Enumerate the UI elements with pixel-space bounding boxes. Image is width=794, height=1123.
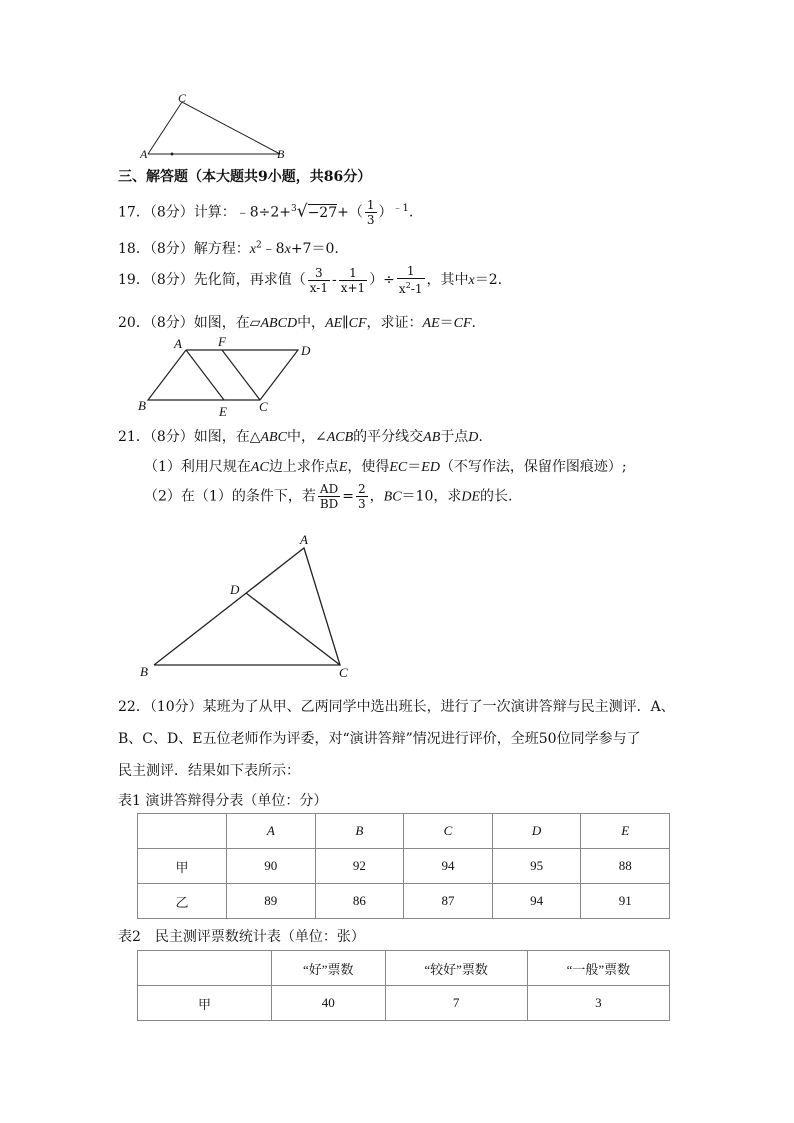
label-b: B — [138, 398, 146, 413]
q21-l3-v2: DE — [461, 489, 481, 505]
table-header-cell: “好”票数 — [272, 951, 386, 986]
table-cell — [138, 814, 227, 849]
q17-radicand: −27 — [307, 204, 338, 221]
question-22-line3: 民主测评．结果如下表所示： — [118, 763, 300, 779]
q17-exp: ﹣1 — [392, 202, 409, 214]
q20-p4: AE — [422, 316, 440, 331]
label-d: D — [301, 343, 311, 358]
question-21 — [118, 426, 483, 446]
q19-minus: - — [331, 272, 337, 288]
q17-prefix: 17．（8分）计算：﹣8÷2+ — [118, 204, 291, 221]
table-cell: 甲 — [138, 986, 272, 1021]
table-header-row — [138, 951, 670, 986]
q21-frac2 — [356, 482, 368, 511]
q19-frac3 — [397, 264, 425, 296]
q21-l3-num: AD — [318, 482, 340, 497]
label-e: E — [219, 404, 227, 419]
q19-f3-num: 1 — [397, 264, 425, 279]
q19-f1-num: 3 — [308, 266, 330, 281]
q21-l2-v1: AC — [250, 460, 269, 475]
q20-prefix: 20．（8分）如图，在▱ — [118, 315, 261, 331]
q20-p2: AE — [325, 316, 343, 331]
q20-t2: ∥ — [342, 315, 349, 331]
question-17 — [118, 198, 413, 227]
table-cell: 91 — [581, 884, 670, 919]
table-row — [138, 849, 670, 884]
q19-f3-den-base: x — [398, 282, 406, 296]
q18-rest2: +7＝0. — [290, 241, 339, 257]
label-c: C — [339, 665, 348, 680]
table-header-cell: “较好”票数 — [385, 951, 527, 986]
table-cell: 86 — [315, 884, 404, 919]
q19-f2-num: 1 — [339, 266, 367, 281]
q18-var: x — [249, 242, 256, 257]
q20-p3: CF — [348, 316, 367, 331]
table-cell: 89 — [227, 884, 316, 919]
parallelogram-figure — [134, 334, 324, 420]
q19-f3-den — [397, 279, 425, 296]
table2-caption: 表2 民主测评票数统计表（单位：张） — [118, 929, 365, 945]
q19-div: ）÷ — [369, 272, 395, 288]
q21-l2-b: 边上求作点 — [268, 459, 339, 475]
table-row — [138, 884, 670, 919]
table-cell: 88 — [581, 849, 670, 884]
label-f: F — [218, 334, 226, 349]
q21-l3-den: BD — [319, 497, 339, 511]
question-18 — [118, 238, 339, 258]
section-title: 三、解答题（本大题共9小题，共86分） — [118, 169, 372, 185]
table-header-row — [138, 814, 670, 849]
q18-sup: 2 — [255, 240, 262, 251]
q21-l3-v1: BC — [383, 489, 402, 505]
q19-frac1 — [308, 266, 330, 295]
q19-f1-den: x-1 — [309, 280, 328, 295]
q21-l1-v3: AB — [423, 430, 441, 445]
q17-fraction — [365, 198, 377, 227]
radical-sign: √ — [296, 201, 308, 222]
question-21-part1 — [144, 456, 627, 476]
q21-l1-b: 中，∠ — [286, 429, 327, 445]
q17-close: ） — [378, 204, 393, 221]
question-21-part2 — [144, 482, 513, 511]
label-b: B — [140, 664, 148, 679]
q21-l3-n2: 2 — [358, 482, 366, 496]
table-cell — [138, 951, 272, 986]
q19-var: x — [468, 273, 475, 288]
q20-t4: ＝ — [439, 315, 454, 331]
table-header-cell: B — [315, 814, 404, 849]
question-19 — [118, 264, 502, 296]
question-20 — [118, 312, 476, 332]
q20-t5: . — [471, 315, 476, 331]
table-header-cell: “一般”票数 — [527, 951, 669, 986]
q21-l3-c: ＝10，求 — [401, 488, 462, 505]
table-cell: 7 — [385, 986, 527, 1021]
q21-l3-d2: 3 — [358, 497, 366, 511]
q21-l1-a: 21．（8分）如图，在△ — [118, 429, 261, 445]
table-cell: 94 — [404, 849, 493, 884]
q17-plus: +（ — [337, 204, 363, 221]
table-cell: 95 — [492, 849, 581, 884]
table-header-cell: D — [492, 814, 581, 849]
triangle-bisector-figure — [136, 530, 356, 682]
table-cell: 3 — [527, 986, 669, 1021]
table-header-cell: C — [404, 814, 493, 849]
label-d: D — [230, 582, 240, 597]
q21-l1-v2: ACB — [326, 430, 354, 445]
q21-l3-a: （2）在（1）的条件下，若 — [144, 488, 316, 505]
q21-l2-v3: EC — [389, 460, 408, 475]
q18-prefix: 18．（8分）解方程： — [118, 241, 250, 257]
q21-l2-d: ＝ — [407, 459, 422, 475]
q18-rest1: ﹣8 — [261, 241, 285, 257]
q21-l1-d: 于点 — [440, 429, 469, 445]
q21-l1-e: . — [478, 429, 483, 445]
q21-l2-c: ，使得 — [347, 459, 390, 475]
question-22-line1: 22．（10分）某班为了从甲、乙两同学中选出班长，进行了一次演讲答辩与民主测评．A、 — [118, 699, 675, 715]
table-cell: 乙 — [138, 884, 227, 919]
q19-tail2: ＝2. — [474, 272, 503, 288]
q19-f3-den-sup: 2 — [405, 281, 411, 290]
q19-f2-den: x+1 — [340, 280, 366, 295]
q20-p1: ABCD — [260, 316, 298, 331]
q21-l3-eq: = — [342, 488, 355, 505]
q21-l1-v1: ABC — [260, 430, 287, 445]
q17-root-index: 3 — [291, 203, 297, 214]
label-c: C — [178, 92, 187, 105]
q19-frac2 — [339, 266, 367, 295]
q19-prefix: 19．（8分）先化简，再求值（ — [118, 272, 306, 288]
table1-caption: 表1 演讲答辩得分表（单位：分） — [118, 793, 328, 809]
table-cell: 90 — [227, 849, 316, 884]
label-c: C — [259, 399, 268, 414]
q21-l1-c: 的平分线交 — [353, 429, 424, 445]
vote-table — [137, 950, 670, 1021]
q17-num: 1 — [366, 198, 375, 212]
q17-den: 3 — [366, 213, 375, 227]
triangle-abc-figure — [136, 92, 296, 162]
table-header-cell: A — [227, 814, 316, 849]
q21-frac1 — [318, 482, 340, 511]
q20-p5: CF — [453, 316, 472, 331]
q21-l3-d: 的长. — [480, 488, 513, 505]
table-cell: 40 — [272, 986, 386, 1021]
q21-l2-v4: ED — [421, 460, 440, 475]
question-22-line2: B、C、D、E五位老师作为评委，对“演讲答辩”情况进行评价，全班50位同学参与了 — [118, 731, 641, 747]
q21-l2-a: （1）利用尺规在 — [144, 459, 251, 475]
table-cell: 87 — [404, 884, 493, 919]
q18-var2: x — [284, 242, 291, 257]
q20-t3: ，求证： — [366, 315, 423, 331]
q21-l2-v2: E — [338, 460, 348, 475]
q21-l2-e: （不写作法，保留作图痕迹）; — [439, 459, 627, 475]
q20-t1: 中， — [297, 315, 326, 331]
table-header-cell: E — [581, 814, 670, 849]
table-row — [138, 986, 670, 1021]
table-cell: 92 — [315, 849, 404, 884]
q21-l3-b: ， — [369, 488, 384, 505]
label-a: A — [174, 336, 182, 351]
q19-f3-den-rest: -1 — [410, 282, 423, 296]
table-cell: 甲 — [138, 849, 227, 884]
q21-l1-v4: D — [468, 430, 479, 445]
q17-end: . — [408, 204, 414, 221]
table-cell: 94 — [492, 884, 581, 919]
label-b: B — [277, 147, 285, 161]
label-a: A — [300, 532, 308, 547]
label-a: A — [140, 147, 148, 161]
q19-tail1: ，其中 — [426, 272, 469, 288]
score-table — [137, 813, 670, 919]
